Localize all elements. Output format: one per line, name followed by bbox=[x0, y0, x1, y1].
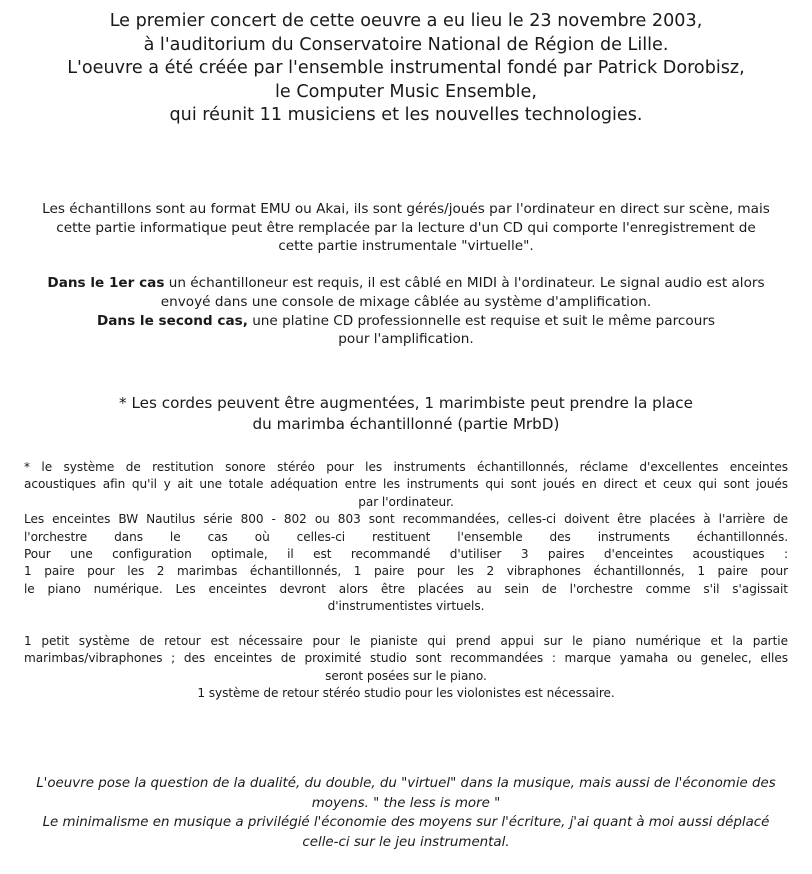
strings-note-line: du marimba échantillonné (partie MrbD) bbox=[252, 415, 560, 433]
speakers-line: d'instrumentistes virtuels. bbox=[327, 599, 485, 614]
monitor-line: 1 petit système de retour est nécessaire pour le pianiste qui prend appui sur le piano numérique et la partie bbox=[24, 634, 788, 649]
speakers-line: Les enceintes BW Nautilus série 800 - 802 ou 803 sont recommandées, celles-ci doivent être placées à l'arrière de bbox=[24, 512, 788, 527]
closing-line: moyens. " the less is more " bbox=[311, 795, 501, 811]
speakers-line: le piano numérique. Les enceintes devront alors être placées au sein de l'orchestre comme s'il s'agissait bbox=[24, 581, 788, 596]
technical-notes bbox=[24, 200, 788, 349]
strings-note bbox=[24, 393, 788, 435]
samples-line: Les échantillons sont au format EMU ou Akai, ils sont gérés/joués par l'ordinateur en direct sur scène, mais bbox=[42, 201, 770, 217]
speakers-line: Pour une configuration optimale, il est recommandé d'utiliser 3 paires d'enceintes acoustiques : bbox=[24, 547, 788, 562]
intro-line: le Computer Music Ensemble, bbox=[275, 81, 537, 102]
case2-continuation: pour l'amplification. bbox=[338, 331, 474, 348]
closing-line: L'oeuvre pose la question de la dualité, du double, du "virtuel" dans la musique, mais aussi de l'économie des bbox=[36, 776, 776, 791]
closing-line: Le minimalisme en musique a privilégié l'économie des moyens sur l'écriture, j'ai quant à moi aussi déplacé bbox=[42, 815, 770, 831]
closing-statement bbox=[24, 774, 788, 852]
intro-paragraph bbox=[24, 10, 788, 128]
case1-text: un échantilloneur est requis, il est câblé en MIDI à l'ordinateur. Le signal audio est alors bbox=[164, 275, 765, 292]
case2-text: une platine CD professionnelle est requise et suit le même parcours bbox=[247, 312, 716, 329]
intro-line: L'oeuvre a été créée par l'ensemble instrumental fondé par Patrick Dorobisz, bbox=[67, 58, 745, 79]
case1-line bbox=[24, 274, 788, 293]
sound-system-notes bbox=[24, 459, 788, 703]
closing-line: celle-ci sur le jeu instrumental. bbox=[302, 834, 510, 850]
monitor-line: 1 système de retour stéréo studio pour les violonistes est nécessaire. bbox=[197, 686, 615, 701]
case2-label: Dans le second cas, bbox=[96, 312, 248, 329]
case2-line bbox=[24, 312, 788, 331]
speakers-line: acoustiques afin qu'il y ait une totale adéquation entre les instruments qui sont joués en direct et ceux qui sont joués bbox=[24, 477, 788, 492]
intro-line: à l'auditorium du Conservatoire National de Région de Lille. bbox=[143, 34, 669, 55]
monitor-line: marimbas/vibraphones ; des enceintes de proximité studio sont recommandées : marque yamaha ou genelec, elles bbox=[24, 651, 788, 666]
speakers-line: * le système de restitution sonore stéréo pour les instruments échantillonnés, réclame d'excellentes enceintes bbox=[24, 460, 788, 474]
samples-line: cette partie instrumentale "virtuelle". bbox=[278, 238, 534, 255]
case1-label: Dans le 1er cas bbox=[47, 275, 165, 292]
speakers-line: par l'ordinateur. bbox=[358, 494, 454, 509]
intro-line: qui réunit 11 musiciens et les nouvelles technologies. bbox=[169, 105, 643, 126]
strings-note-line: * Les cordes peuvent être augmentées, 1 marimbiste peut prendre la place bbox=[119, 394, 693, 412]
intro-line: Le premier concert de cette oeuvre a eu lieu le 23 novembre 2003, bbox=[109, 11, 703, 31]
case1-continuation: envoyé dans une console de mixage câblée au système d'amplification. bbox=[160, 293, 652, 310]
speakers-line: l'orchestre dans le cas où celles-ci restituent l'ensemble des instruments échantillonnés. bbox=[24, 529, 788, 544]
samples-line: cette partie informatique peut être remplacée par la lecture d'un CD qui comporte l'enregistrement de bbox=[56, 219, 756, 236]
monitor-line: seront posées sur le piano. bbox=[325, 668, 487, 683]
speakers-line: 1 paire pour les 2 marimbas échantillonnés, 1 paire pour les 2 vibraphones échantillonnés, 1 paire pour bbox=[24, 564, 788, 579]
